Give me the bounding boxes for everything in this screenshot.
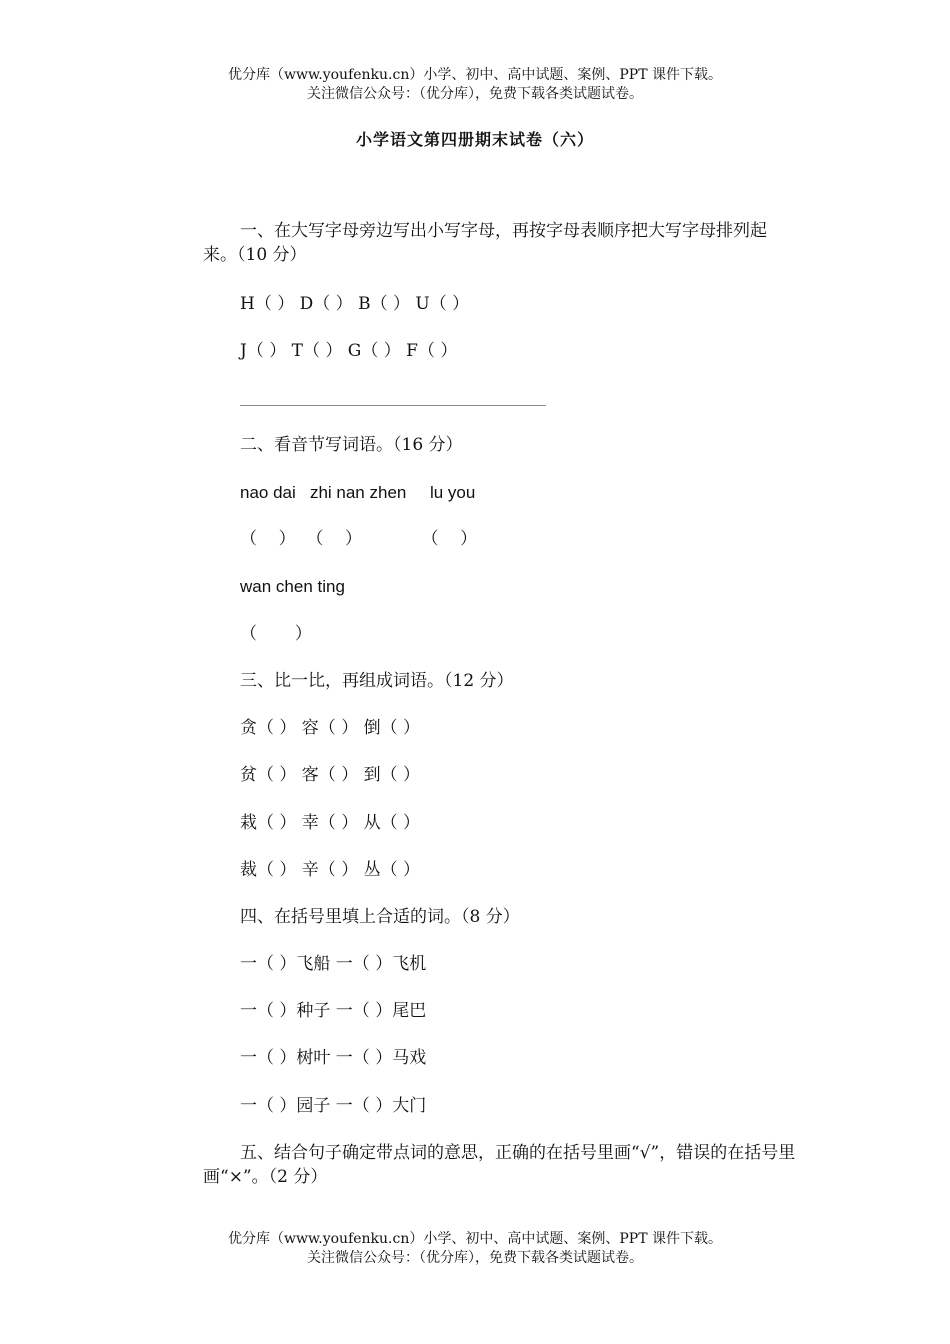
- footer-line-2: 关注微信公众号：（优分库），免费下载各类试题试卷。: [307, 1250, 643, 1266]
- page-footer: [0, 1230, 950, 1268]
- q3-row: 贪（ ） 容（ ） 倒（ ）: [240, 718, 421, 738]
- q3-row: 贫（ ） 客（ ） 到（ ）: [240, 765, 421, 785]
- question-5-text: 五、结合句子确定带点词的意思，正确的在括号里画“√”，错误的在括号里画“×”。（2 分）: [203, 1143, 796, 1187]
- q4-row: 一（ ）树叶 一（ ）马戏: [240, 1048, 427, 1068]
- footer-line-1: 优分库（www.youfenku.cn）小学、初中、高中试题、案例、PPT 课件下载。: [227, 1231, 722, 1247]
- q4-row: 一（ ）园子 一（ ）大门: [240, 1096, 427, 1116]
- question-1-text: 一、在大写字母旁边写出小写字母，再按字母表顺序把大写字母排列起来。（10 分）: [203, 221, 767, 265]
- question-3-text: 三、比一比，再组成词语。（12 分）: [240, 671, 514, 691]
- question-4-text: 四、在括号里填上合适的词。（8 分）: [240, 907, 520, 927]
- q2-pinyin-row-1: nao dai zhi nan zhen lu you: [240, 483, 476, 502]
- question-2-text: 二、看音节写词语。（16 分）: [240, 435, 463, 455]
- q1-letters-row-1: H（ ） D（ ） B（ ） U（ ）: [240, 294, 470, 314]
- header-line-1: 优分库（www.youfenku.cn）小学、初中、高中试题、案例、PPT 课件下载。: [227, 67, 722, 83]
- q1-letters-row-2: J（ ） T（ ） G（ ） F（ ）: [240, 341, 458, 361]
- q1-answer-line: [240, 405, 546, 406]
- q2-pinyin-row-2: wan chen ting: [240, 577, 345, 596]
- q2-blanks-row-1: （ ） （ ） （ ）: [240, 529, 478, 549]
- page-header: [0, 66, 950, 104]
- q4-row: 一（ ）种子 一（ ）尾巴: [240, 1001, 427, 1021]
- q3-row: 裁（ ） 辛（ ） 丛（ ）: [240, 860, 421, 880]
- q2-blanks-row-2: （ ）: [240, 624, 312, 644]
- header-line-2: 关注微信公众号：（优分库），免费下载各类试题试卷。: [307, 86, 643, 102]
- q3-row: 栽（ ） 幸（ ） 从（ ）: [240, 813, 421, 833]
- document-title: 小学语文第四册期末试卷（六）: [355, 130, 594, 149]
- q4-row: 一（ ）飞船 一（ ）飞机: [240, 954, 427, 974]
